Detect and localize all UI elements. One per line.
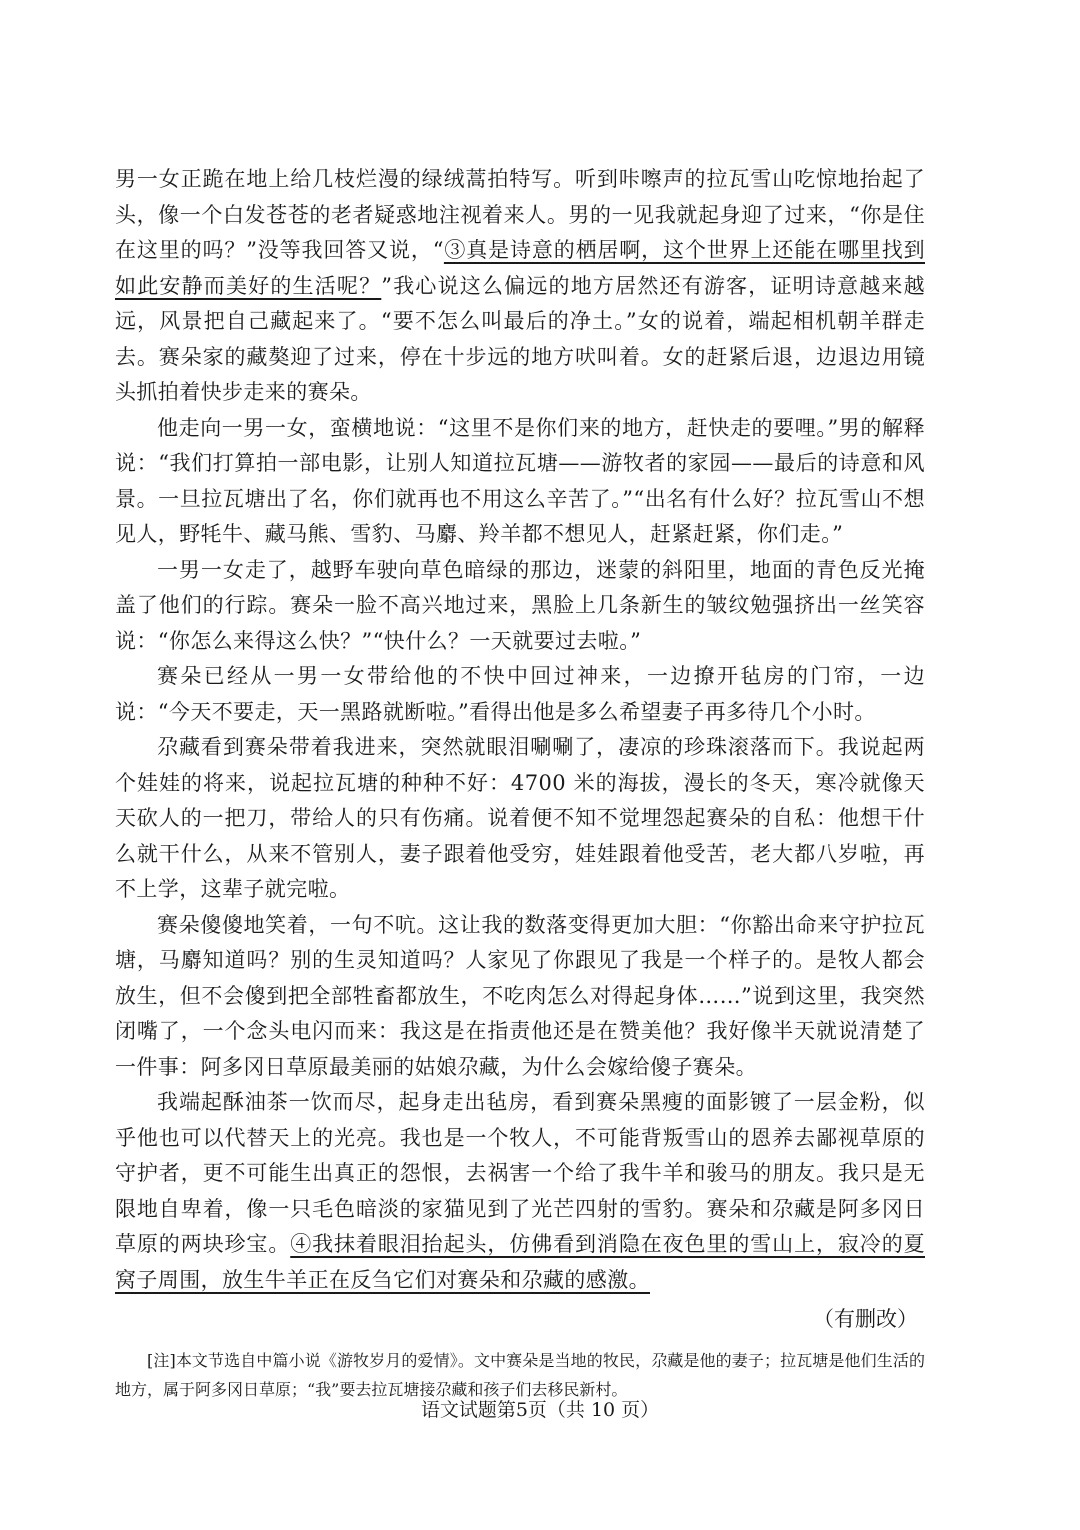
underlined-sentence-4: ④我抹着眼泪抬起头，仿佛看到消隐在夜色里的雪山上，寂冷的夏窝子周围，放生牛羊正在反刍它们对赛朵和尕藏的感激。 (115, 1232, 925, 1292)
paragraph-6: 赛朵傻傻地笑着，一句不吭。这让我的数落变得更加大胆：“你豁出命来守护拉瓦塘，马麝知道吗？别的生灵知道吗？人家见了你跟见了我是一个样子的。是牧人都会放生，但不会傻到把全部牲畜都放生，不吃肉怎么对得起身体……”说到这里，我突然闭嘴了，一个念头电闪而来：我这是在指责他还是在赞美他？我好像半天就说清楚了一件事：阿多冈日草原最美丽的姑娘尕藏，为什么会嫁给傻子赛朵。 (115, 912, 925, 1079)
footnote: [注]本文节选自中篇小说《游牧岁月的爱情》。文中赛朵是当地的牧民，尕藏是他的妻子；拉瓦塘是他们生活的地方，属于阿多冈日草原；“我”要去拉瓦塘接尕藏和孩子们去移民新村。 (115, 1351, 925, 1399)
paragraph-1 (115, 162, 925, 411)
paragraph-7-text: 我端起酥油茶一饮而尽，起身走出毡房，看到赛朵黑瘦的面影镀了一层金粉，似乎他也可以代替天上的光亮。我也是一个牧人，不可能背叛雪山的恩养去鄙视草原的守护者，更不可能生出真正的怨恨，去祸害一个给了我牛羊和骏马的朋友。我只是无限地自卑着，像一只毛色暗淡的家猫见到了光芒四射的雪豹。赛朵和尕藏是阿多冈日草原的两块珍宝。 (115, 1090, 925, 1256)
page-footer: 语文试题第5页（共 10 页） (420, 1399, 660, 1421)
underlined-sentence-3: ③真是诗意的栖居啊，这个世界上还能在哪里找到如此安静而美好的生活呢？ (115, 238, 925, 298)
paragraph-4: 赛朵已经从一男一女带给他的不快中回过神来，一边撩开毡房的门帘，一边说：“今天不要走，天一黑路就断啦。”看得出他是多么希望妻子再多待几个小时。 (115, 664, 925, 724)
paragraph-5: 尕藏看到赛朵带着我进来，突然就眼泪唰唰了，凄凉的珍珠滚落而下。我说起两个娃娃的将来，说起拉瓦塘的种种不好：4700 米的海拔，漫长的冬天，寒冷就像天天砍人的一把刀，带给人的只有伤痛。说着便不知不觉埋怨起赛朵的自私：他想干什么就干什么，从来不管别人，妻子跟着他受穷，娃娃跟着他受苦，老大都八岁啦，再不上学，这辈子就完啦。 (115, 735, 925, 901)
article-body (115, 162, 925, 1298)
paragraph-1-text: 男一女正跪在地上给几枝烂漫的绿绒蒿拍特写。听到咔嚓声的拉瓦雪山吃惊地抬起了头，像一个白发苍苍的老者疑惑地注视着来人。男的一见我就起身迎了过来，“你是住在这里的吗？”没等我回答又说，“ (115, 167, 925, 262)
paragraph-2: 他走向一男一女，蛮横地说：“这里不是你们来的地方，赶快走的要哩。”男的解释说：“我们打算拍一部电影，让别人知道拉瓦塘——游牧者的家园——最后的诗意和风景。一旦拉瓦塘出了名，你们就再也不用这么辛苦了。”“出名有什么好？拉瓦雪山不想见人，野牦牛、藏马熊、雪豹、马麝、羚羊都不想见人，赶紧赶紧，你们走。” (115, 415, 925, 546)
paragraph-3: 一男一女走了，越野车驶向草色暗绿的那边，迷蒙的斜阳里，地面的青色反光掩盖了他们的行踪。赛朵一脸不高兴地过来，黑脸上几条新生的皱纹勉强挤出一丝笑容说：“你怎么来得这么快？”“快什么？一天就要过去啦。” (115, 557, 925, 653)
paragraph-1-rest: ”我心说这么偏远的地方居然还有游客，证明诗意越来越远，风景把自己藏起来了。“要不怎么叫最后的净土。”女的说着，端起相机朝羊群走去。赛朵家的藏獒迎了过来，停在十步远的地方吠叫着。女的赶紧后退，边退边用镜头抓拍着快步走来的赛朵。 (115, 273, 925, 404)
revision-note: （有删改） (813, 1307, 918, 1331)
paragraph-7 (115, 1085, 925, 1298)
